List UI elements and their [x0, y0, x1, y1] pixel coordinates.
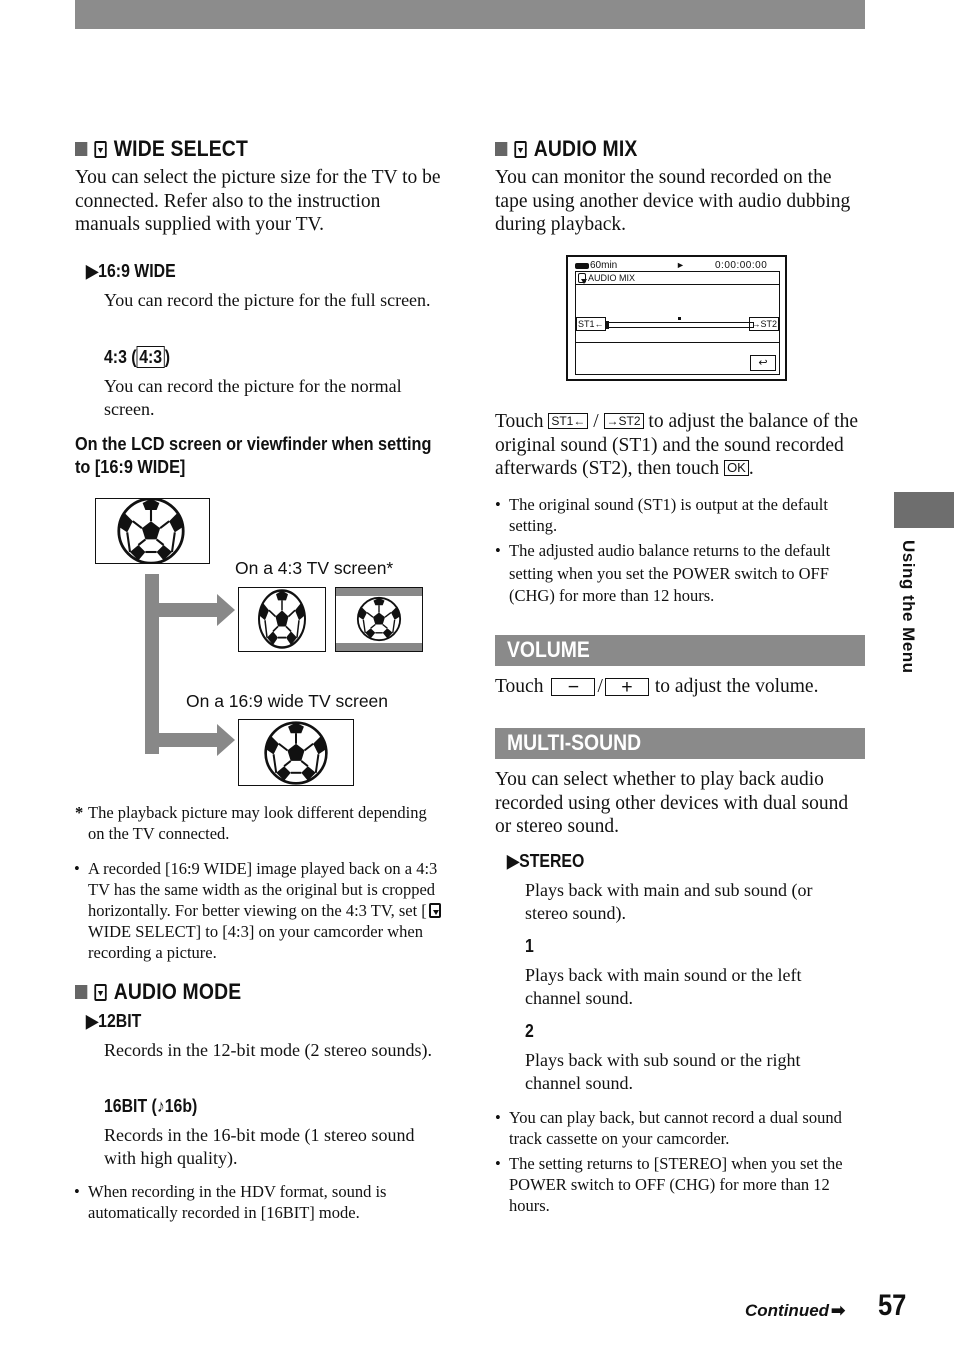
ok-button-icon: OK [724, 460, 749, 476]
default-marker-icon: ▶ [507, 851, 520, 871]
aspect-4-3-icon: 4:3 [137, 346, 165, 368]
flow-arrows [140, 574, 240, 759]
st2-button[interactable]: →ST2 [751, 319, 777, 329]
audio-mix-heading: AUDIO MIX [495, 136, 637, 162]
menu-tab-icon [514, 141, 526, 158]
option-12bit: ▶12BIT [86, 1011, 142, 1031]
option-16bit: 16BIT (♪16b) [104, 1096, 198, 1116]
st2-button-icon: →ST2 [604, 413, 644, 429]
option-desc: Records in the 16-bit mode (1 stereo sound with high quality). [104, 1125, 415, 1168]
st1-button[interactable]: ST1← [578, 319, 604, 329]
footnote-mark: * [75, 803, 84, 822]
option-desc: Plays back with main sound or the left channel sound. [525, 965, 802, 1008]
tv-4-3-squeezed-image [238, 587, 326, 652]
menu-tab-icon [429, 903, 441, 918]
arrow-right-icon: ➡ [831, 1301, 846, 1320]
menu-panel [575, 271, 780, 375]
square-bullet-icon [75, 142, 87, 156]
volume-plus-icon: + [605, 678, 649, 696]
audio-mix-instructions: Touch ST1← / →ST2 to adjust the balance of the original sound (ST1) and the sound recorded afterwards (ST2), then touch OK . [495, 411, 858, 479]
option-desc: Plays back with sub sound or the right channel sound. [525, 1050, 801, 1093]
tv-4-3-letterbox-image [335, 587, 423, 652]
timecode: 0:00:00:00 [715, 260, 768, 271]
option-desc: Plays back with main and sub sound (or stereo sound). [525, 880, 813, 923]
option-desc: You can record the picture for the normal screen. [104, 376, 402, 419]
16bit-audio-icon: ♪16b [156, 1096, 193, 1116]
caption-16-9-tv: On a 16:9 wide TV screen [186, 691, 389, 711]
volume-instruction: Touch − / + to adjust the volume. [495, 675, 819, 698]
footnote: The playback picture may look different depending on the TV connected. [88, 803, 427, 843]
balance-slider[interactable] [607, 322, 754, 328]
audio-mix-screen [566, 255, 787, 381]
volume-heading: VOLUME [495, 635, 865, 666]
soccer-ball-icon [116, 498, 186, 564]
multi-sound-heading: MULTI-SOUND [495, 728, 865, 759]
caption-4-3-tv: On a 4:3 TV screen* [235, 558, 394, 578]
menu-title: AUDIO MIX [588, 273, 636, 283]
tv-16-9-image [238, 719, 354, 786]
menu-tab-icon [94, 984, 106, 1001]
wide-select-intro: You can select the picture size for the TV to be connected. Refer also to the instruction manuals supplied with your TV. [75, 167, 441, 235]
side-tab-label: Using the Menu [899, 540, 918, 674]
side-tab-marker [894, 492, 954, 528]
lcd-screen-image [95, 498, 210, 564]
option-1: 1 [525, 936, 534, 956]
audio-mode-heading: AUDIO MODE [75, 979, 241, 1005]
soccer-ball-icon [263, 720, 329, 786]
audio-mix-note-2: • The adjusted audio balance returns to the default setting when you set the POWER switch to OFF (CHG) for more than 12 hours. [495, 541, 831, 605]
option-16-9-wide: ▶16:9 WIDE [86, 261, 176, 281]
square-bullet-icon [495, 142, 507, 156]
menu-tab-icon [578, 273, 586, 283]
battery-icon [575, 263, 589, 269]
balance-marker [678, 317, 681, 320]
audio-mix-note-1: • The original sound (ST1) is output at the default setting. [495, 495, 828, 535]
square-bullet-icon [75, 985, 87, 999]
battery-remaining: 60min [590, 260, 618, 271]
multi-sound-note-1: • You can play back, but cannot record a dual sound track cassette on your camcorder. [495, 1108, 842, 1148]
wide-select-heading: WIDE SELECT [75, 136, 248, 162]
wide-select-note: • A recorded [16:9 WIDE] image played back on a 4:3 TV has the same width as the original but is cropped horizontally. For better viewing on the 4:3 TV, set [ WIDE SELECT] to [4:3] on your camcorder when recording a picture. [88, 858, 448, 963]
default-marker-icon: ▶ [86, 261, 99, 281]
soccer-ball-icon [257, 588, 307, 650]
multi-sound-intro: You can select whether to play back audio recorded using other devices with dual sound or stereo sound. [495, 769, 849, 837]
play-indicator-icon: ► [676, 260, 685, 270]
option-2: 2 [525, 1021, 534, 1041]
volume-minus-icon: − [551, 678, 595, 696]
option-4-3: 4:3 ( 4:3 ) [104, 347, 171, 367]
soccer-ball-icon [356, 596, 402, 642]
return-icon[interactable]: ↩ [750, 355, 776, 371]
option-stereo: ▶STEREO [507, 851, 585, 871]
option-desc: You can record the picture for the full screen. [104, 290, 431, 310]
multi-sound-note-2: • The setting returns to [STEREO] when you set the POWER switch to OFF (CHG) for more than 12 hours. [495, 1154, 843, 1215]
top-bar [75, 0, 865, 29]
default-marker-icon: ▶ [86, 1011, 99, 1031]
audio-mode-note: • When recording in the HDV format, sound is automatically recorded in [16BIT] mode. [74, 1182, 387, 1222]
page-number: 57 [878, 1289, 907, 1322]
audio-mix-intro: You can monitor the sound recorded on the tape using another device with audio dubbing during playback. [495, 167, 851, 235]
st1-button-icon: ST1← [548, 413, 588, 429]
menu-tab-icon [94, 141, 106, 158]
continued-label: Continued ➡ [745, 1301, 846, 1320]
lcd-subheading: On the LCD screen or viewfinder when setting to [16:9 WIDE] [75, 433, 432, 477]
option-desc: Records in the 12-bit mode (2 stereo sounds). [104, 1040, 432, 1060]
